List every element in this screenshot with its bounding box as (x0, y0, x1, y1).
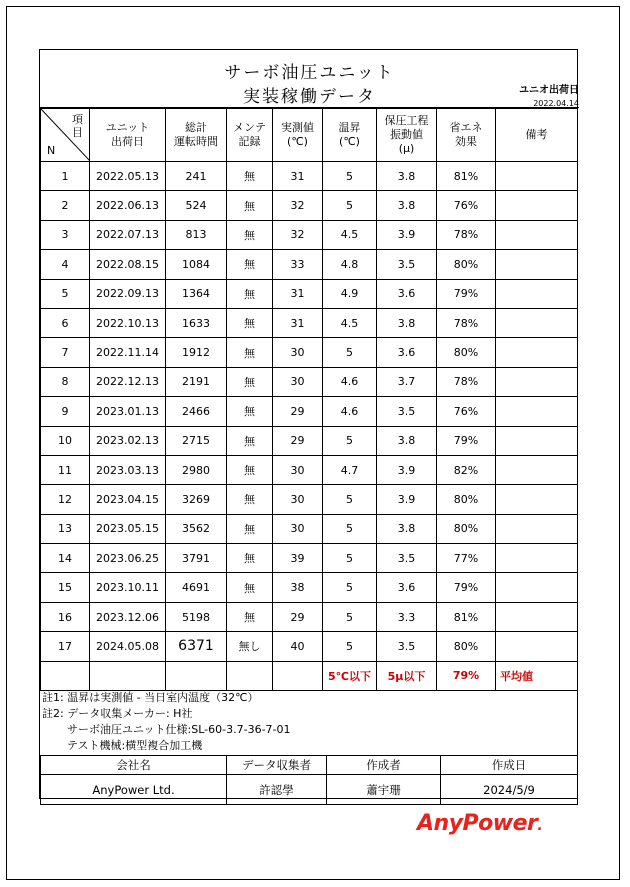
temp-rise-cell: 4.5 (323, 308, 377, 337)
total-hours-cell: 3791 (166, 544, 227, 573)
ship-date-cell: 2023.02.13 (90, 426, 166, 455)
remarks-cell (496, 338, 578, 367)
maintenance-record-cell: 無 (227, 602, 273, 631)
maintenance-record-cell: 無 (227, 544, 273, 573)
energy-saving-cell: 78% (437, 220, 496, 249)
temp-rise-header: 温昇 (℃) (323, 109, 377, 162)
row-number-cell: 12 (41, 485, 90, 514)
energy-saving-cell: 81% (437, 162, 496, 191)
temp-rise-cell: 5 (323, 426, 377, 455)
table-row (41, 162, 578, 191)
energy-saving-cell: 80% (437, 514, 496, 543)
row-number-cell: 7 (41, 338, 90, 367)
ship-date-cell: 2022.10.13 (90, 308, 166, 337)
data-sheet (39, 49, 578, 799)
measured-temp-cell: 29 (273, 602, 323, 631)
temp-rise-cell: 5 (323, 632, 377, 661)
row-number-cell: 6 (41, 308, 90, 337)
remarks-cell (496, 573, 578, 602)
temp-rise-cell: 5 (323, 485, 377, 514)
energy-saving-cell: 79% (437, 426, 496, 455)
vibration-value-cell: 3.3 (377, 602, 437, 631)
author-label: 作成者 (327, 756, 441, 775)
energy-saving-cell: 76% (437, 191, 496, 220)
table-body (41, 162, 578, 662)
ship-date-cell: 2024.05.08 (90, 632, 166, 661)
temp-rise-cell: 5 (323, 514, 377, 543)
notes-section (40, 690, 577, 755)
remarks-header: 備考 (496, 109, 578, 162)
anypower-logo (417, 811, 542, 836)
vibration-value-cell: 3.8 (377, 426, 437, 455)
summary-remarks: 平均値 (496, 661, 578, 690)
remarks-cell (496, 220, 578, 249)
summary-temp-rise: 5℃以下 (323, 661, 377, 690)
row-number-cell: 5 (41, 279, 90, 308)
measured-temp-cell: 39 (273, 544, 323, 573)
vibration-value-cell: 3.5 (377, 397, 437, 426)
maintenance-header: メンテ 記録 (227, 109, 273, 162)
measured-temp-cell: 30 (273, 455, 323, 484)
temp-rise-cell: 5 (323, 544, 377, 573)
maintenance-record-cell: 無 (227, 279, 273, 308)
total-hours-cell: 1084 (166, 250, 227, 279)
table-header-row (41, 109, 578, 162)
energy-saving-cell: 80% (437, 485, 496, 514)
energy-saving-cell: 80% (437, 632, 496, 661)
maintenance-record-cell: 無 (227, 426, 273, 455)
logo-dot: . (537, 818, 543, 834)
maintenance-record-cell: 無 (227, 308, 273, 337)
temp-rise-cell: 5 (323, 162, 377, 191)
date-label: 作成日 (441, 756, 578, 775)
vibration-value-cell: 3.6 (377, 279, 437, 308)
collector-name: 許認學 (227, 775, 327, 805)
table-row (41, 191, 578, 220)
title-line-2: 実装稼働データ (243, 87, 376, 107)
total-hours-cell: 5198 (166, 602, 227, 631)
table-row (41, 279, 578, 308)
summary-empty-cell (41, 661, 90, 690)
temp-rise-cell: 4.9 (323, 279, 377, 308)
total-hours-cell: 2715 (166, 426, 227, 455)
note-2: 註2: データ収集メーカー: H社 (42, 707, 193, 720)
total-hours-cell: 524 (166, 191, 227, 220)
vibration-value-cell: 3.7 (377, 367, 437, 396)
remarks-cell (496, 632, 578, 661)
table-row (41, 367, 578, 396)
ship-date-header: ユニット 出荷日 (90, 109, 166, 162)
note-1: 註1: 温昇は実測値 - 当日室内温度（32℃） (42, 691, 259, 704)
vibration-value-cell: 3.9 (377, 455, 437, 484)
total-hours-cell: 2980 (166, 455, 227, 484)
author-name: 蕭宇珊 (327, 775, 441, 805)
total-hours-cell: 1912 (166, 338, 227, 367)
ship-date-cell: 2023.05.15 (90, 514, 166, 543)
table-row (41, 544, 578, 573)
energy-saving-cell: 82% (437, 455, 496, 484)
summary-empty-cell (227, 661, 273, 690)
ship-date-cell: 2023.01.13 (90, 397, 166, 426)
total-hours-cell: 2466 (166, 397, 227, 426)
table-row (41, 514, 578, 543)
maintenance-record-cell: 無 (227, 162, 273, 191)
ship-date-cell: 2022.06.13 (90, 191, 166, 220)
title-line-1: サーボ油圧ユニット (224, 63, 395, 83)
temp-rise-cell: 5 (323, 338, 377, 367)
row-number-cell: 15 (41, 573, 90, 602)
created-date: 2024/5/9 (441, 775, 578, 805)
remarks-cell (496, 485, 578, 514)
measured-temp-cell: 31 (273, 308, 323, 337)
maintenance-record-cell: 無 (227, 397, 273, 426)
energy-saving-cell: 81% (437, 602, 496, 631)
maintenance-record-cell: 無 (227, 573, 273, 602)
vibration-value-cell: 3.5 (377, 250, 437, 279)
table-row (41, 455, 578, 484)
row-number-cell: 11 (41, 455, 90, 484)
total-hours-cell: 3562 (166, 514, 227, 543)
vibration-value-cell: 3.8 (377, 191, 437, 220)
company-label: 会社名 (41, 756, 227, 775)
ship-date-cell: 2022.05.13 (90, 162, 166, 191)
note-4: テスト機械:横型複合加工機 (67, 739, 203, 752)
ship-date-cell: 2022.08.15 (90, 250, 166, 279)
ship-date-cell: 2023.06.25 (90, 544, 166, 573)
vibration-value-cell: 3.8 (377, 162, 437, 191)
maintenance-record-cell: 無 (227, 455, 273, 484)
energy-saving-cell: 78% (437, 367, 496, 396)
energy-header: 省エネ 効果 (437, 109, 496, 162)
remarks-cell (496, 191, 578, 220)
remarks-cell (496, 397, 578, 426)
energy-saving-cell: 80% (437, 250, 496, 279)
note-3: サーボ油圧ユニット仕様:SL-60-3.7-36-7-01 (67, 723, 291, 736)
temp-rise-cell: 4.5 (323, 220, 377, 249)
temp-rise-cell: 4.8 (323, 250, 377, 279)
logo-text: AnyPower (417, 811, 538, 836)
measured-temp-cell: 29 (273, 426, 323, 455)
vibration-value-cell: 3.8 (377, 308, 437, 337)
ship-date-cell: 2023.10.11 (90, 573, 166, 602)
vibration-value-cell: 3.9 (377, 220, 437, 249)
summary-vibration: 5μ以下 (377, 661, 437, 690)
table-row (41, 632, 578, 661)
company-name: AnyPower Ltd. (41, 775, 227, 805)
table-row (41, 220, 578, 249)
ship-date-cell: 2022.11.14 (90, 338, 166, 367)
remarks-cell (496, 602, 578, 631)
remarks-cell (496, 367, 578, 396)
measured-temp-cell: 31 (273, 279, 323, 308)
table-row (41, 485, 578, 514)
total-hours-cell: 3269 (166, 485, 227, 514)
maintenance-record-cell: 無 (227, 191, 273, 220)
temp-rise-cell: 4.6 (323, 367, 377, 396)
measured-temp-cell: 38 (273, 573, 323, 602)
measured-temp-cell: 32 (273, 220, 323, 249)
measured-temp-cell: 40 (273, 632, 323, 661)
ship-date-cell: 2023.12.06 (90, 602, 166, 631)
maintenance-record-cell: 無し (227, 632, 273, 661)
signature-value-row (41, 775, 578, 805)
vibration-value-cell: 3.9 (377, 485, 437, 514)
collector-label: データ収集者 (227, 756, 327, 775)
total-hours-cell: 241 (166, 162, 227, 191)
unit-ship-date: 2022.04.14 (533, 99, 579, 108)
maintenance-record-cell: 無 (227, 338, 273, 367)
table-row (41, 397, 578, 426)
vibration-value-cell: 3.5 (377, 632, 437, 661)
energy-saving-cell: 78% (437, 308, 496, 337)
energy-saving-cell: 76% (437, 397, 496, 426)
signature-header-row (41, 756, 578, 775)
energy-saving-cell: 80% (437, 338, 496, 367)
row-number-cell: 13 (41, 514, 90, 543)
row-number-cell: 10 (41, 426, 90, 455)
row-number-cell: 1 (41, 162, 90, 191)
measured-header: 実測値 (℃) (273, 109, 323, 162)
summary-energy: 79% (437, 661, 496, 690)
maintenance-record-cell: 無 (227, 250, 273, 279)
measured-temp-cell: 30 (273, 367, 323, 396)
temp-rise-cell: 5 (323, 602, 377, 631)
remarks-cell (496, 250, 578, 279)
row-number-cell: 16 (41, 602, 90, 631)
energy-saving-cell: 79% (437, 279, 496, 308)
unit-ship-label: ユニオ出荷日 (519, 85, 579, 96)
measured-temp-cell: 30 (273, 514, 323, 543)
remarks-cell (496, 279, 578, 308)
signature-table (40, 755, 578, 805)
total-hours-cell: 1364 (166, 279, 227, 308)
remarks-cell (496, 162, 578, 191)
vibration-header: 保圧工程 振動値 (μ) (377, 109, 437, 162)
row-number-cell: 4 (41, 250, 90, 279)
remarks-cell (496, 426, 578, 455)
summary-empty-cell (166, 661, 227, 690)
total-hours-cell: 813 (166, 220, 227, 249)
remarks-cell (496, 455, 578, 484)
energy-saving-cell: 79% (437, 573, 496, 602)
vibration-value-cell: 3.5 (377, 544, 437, 573)
remarks-cell (496, 514, 578, 543)
ship-date-cell: 2023.03.13 (90, 455, 166, 484)
maintenance-record-cell: 無 (227, 514, 273, 543)
maintenance-record-cell: 無 (227, 485, 273, 514)
measured-temp-cell: 29 (273, 397, 323, 426)
maintenance-record-cell: 無 (227, 220, 273, 249)
row-number-cell: 8 (41, 367, 90, 396)
summary-row (41, 661, 578, 690)
summary-empty-cell (90, 661, 166, 690)
energy-saving-cell: 77% (437, 544, 496, 573)
measured-temp-cell: 30 (273, 338, 323, 367)
row-number-cell: 2 (41, 191, 90, 220)
row-number-cell: 3 (41, 220, 90, 249)
temp-rise-cell: 4.7 (323, 455, 377, 484)
vibration-value-cell: 3.6 (377, 573, 437, 602)
total-hours-cell: 2191 (166, 367, 227, 396)
n-header-label: N (47, 144, 56, 157)
total-hours-cell: 4691 (166, 573, 227, 602)
row-number-cell: 9 (41, 397, 90, 426)
ship-date-cell: 2022.09.13 (90, 279, 166, 308)
temp-rise-cell: 4.6 (323, 397, 377, 426)
ship-date-cell: 2022.12.13 (90, 367, 166, 396)
operation-data-table (40, 108, 578, 691)
title-block (40, 50, 579, 108)
measured-temp-cell: 30 (273, 485, 323, 514)
measured-temp-cell: 31 (273, 162, 323, 191)
summary-empty-cell (273, 661, 323, 690)
table-row (41, 426, 578, 455)
maintenance-record-cell: 無 (227, 367, 273, 396)
total-hours-cell: 1633 (166, 308, 227, 337)
total-hours-header: 総計 運転時間 (166, 109, 227, 162)
row-number-cell: 17 (41, 632, 90, 661)
vibration-value-cell: 3.6 (377, 338, 437, 367)
table-row (41, 250, 578, 279)
ship-date-cell: 2023.04.15 (90, 485, 166, 514)
measured-temp-cell: 33 (273, 250, 323, 279)
item-number-header (41, 109, 90, 162)
table-row (41, 602, 578, 631)
table-row (41, 573, 578, 602)
table-row (41, 338, 578, 367)
table-row (41, 308, 578, 337)
remarks-cell (496, 308, 578, 337)
remarks-cell (496, 544, 578, 573)
row-number-cell: 14 (41, 544, 90, 573)
temp-rise-cell: 5 (323, 191, 377, 220)
total-hours-cell: 6371 (166, 632, 227, 661)
item-header-label: 項 目 (72, 113, 83, 139)
vibration-value-cell: 3.8 (377, 514, 437, 543)
ship-date-cell: 2022.07.13 (90, 220, 166, 249)
measured-temp-cell: 32 (273, 191, 323, 220)
temp-rise-cell: 5 (323, 573, 377, 602)
